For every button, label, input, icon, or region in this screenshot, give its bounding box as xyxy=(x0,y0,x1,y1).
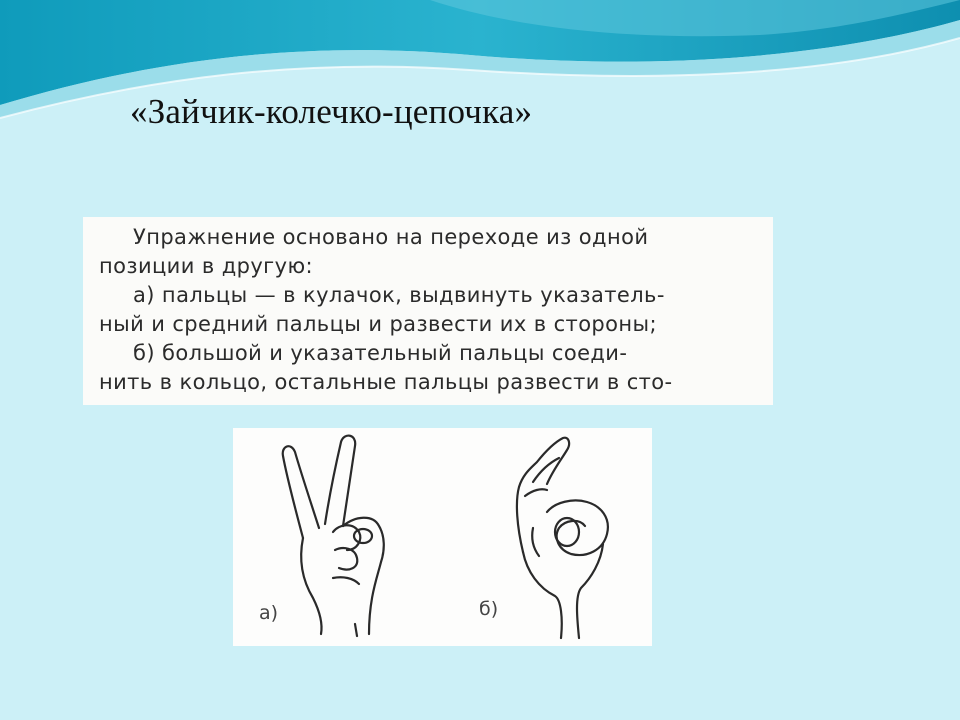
scan-line: нить в кольцо, остальные пальцы развести в сто- xyxy=(99,370,673,394)
figure-label-a: а) xyxy=(259,602,279,624)
scan-line: Упражнение основано на переходе из одной xyxy=(133,225,649,249)
hand-v-sign-icon xyxy=(273,428,403,638)
slide-title: «Зайчик-колечко-цепочка» xyxy=(130,92,533,131)
figure-label-b: б) xyxy=(479,598,499,620)
scan-line: ный и средний пальцы и развести их в стороны; xyxy=(99,312,658,336)
scan-line: позиции в другую: xyxy=(99,254,314,278)
hand-gesture-figure xyxy=(233,428,652,646)
hand-ring-icon xyxy=(503,432,633,642)
scan-line: б) большой и указательный пальцы соеди- xyxy=(133,341,628,365)
scanned-text-block xyxy=(83,217,773,405)
scan-line: а) пальцы — в кулачок, выдвинуть указатель- xyxy=(133,283,665,307)
